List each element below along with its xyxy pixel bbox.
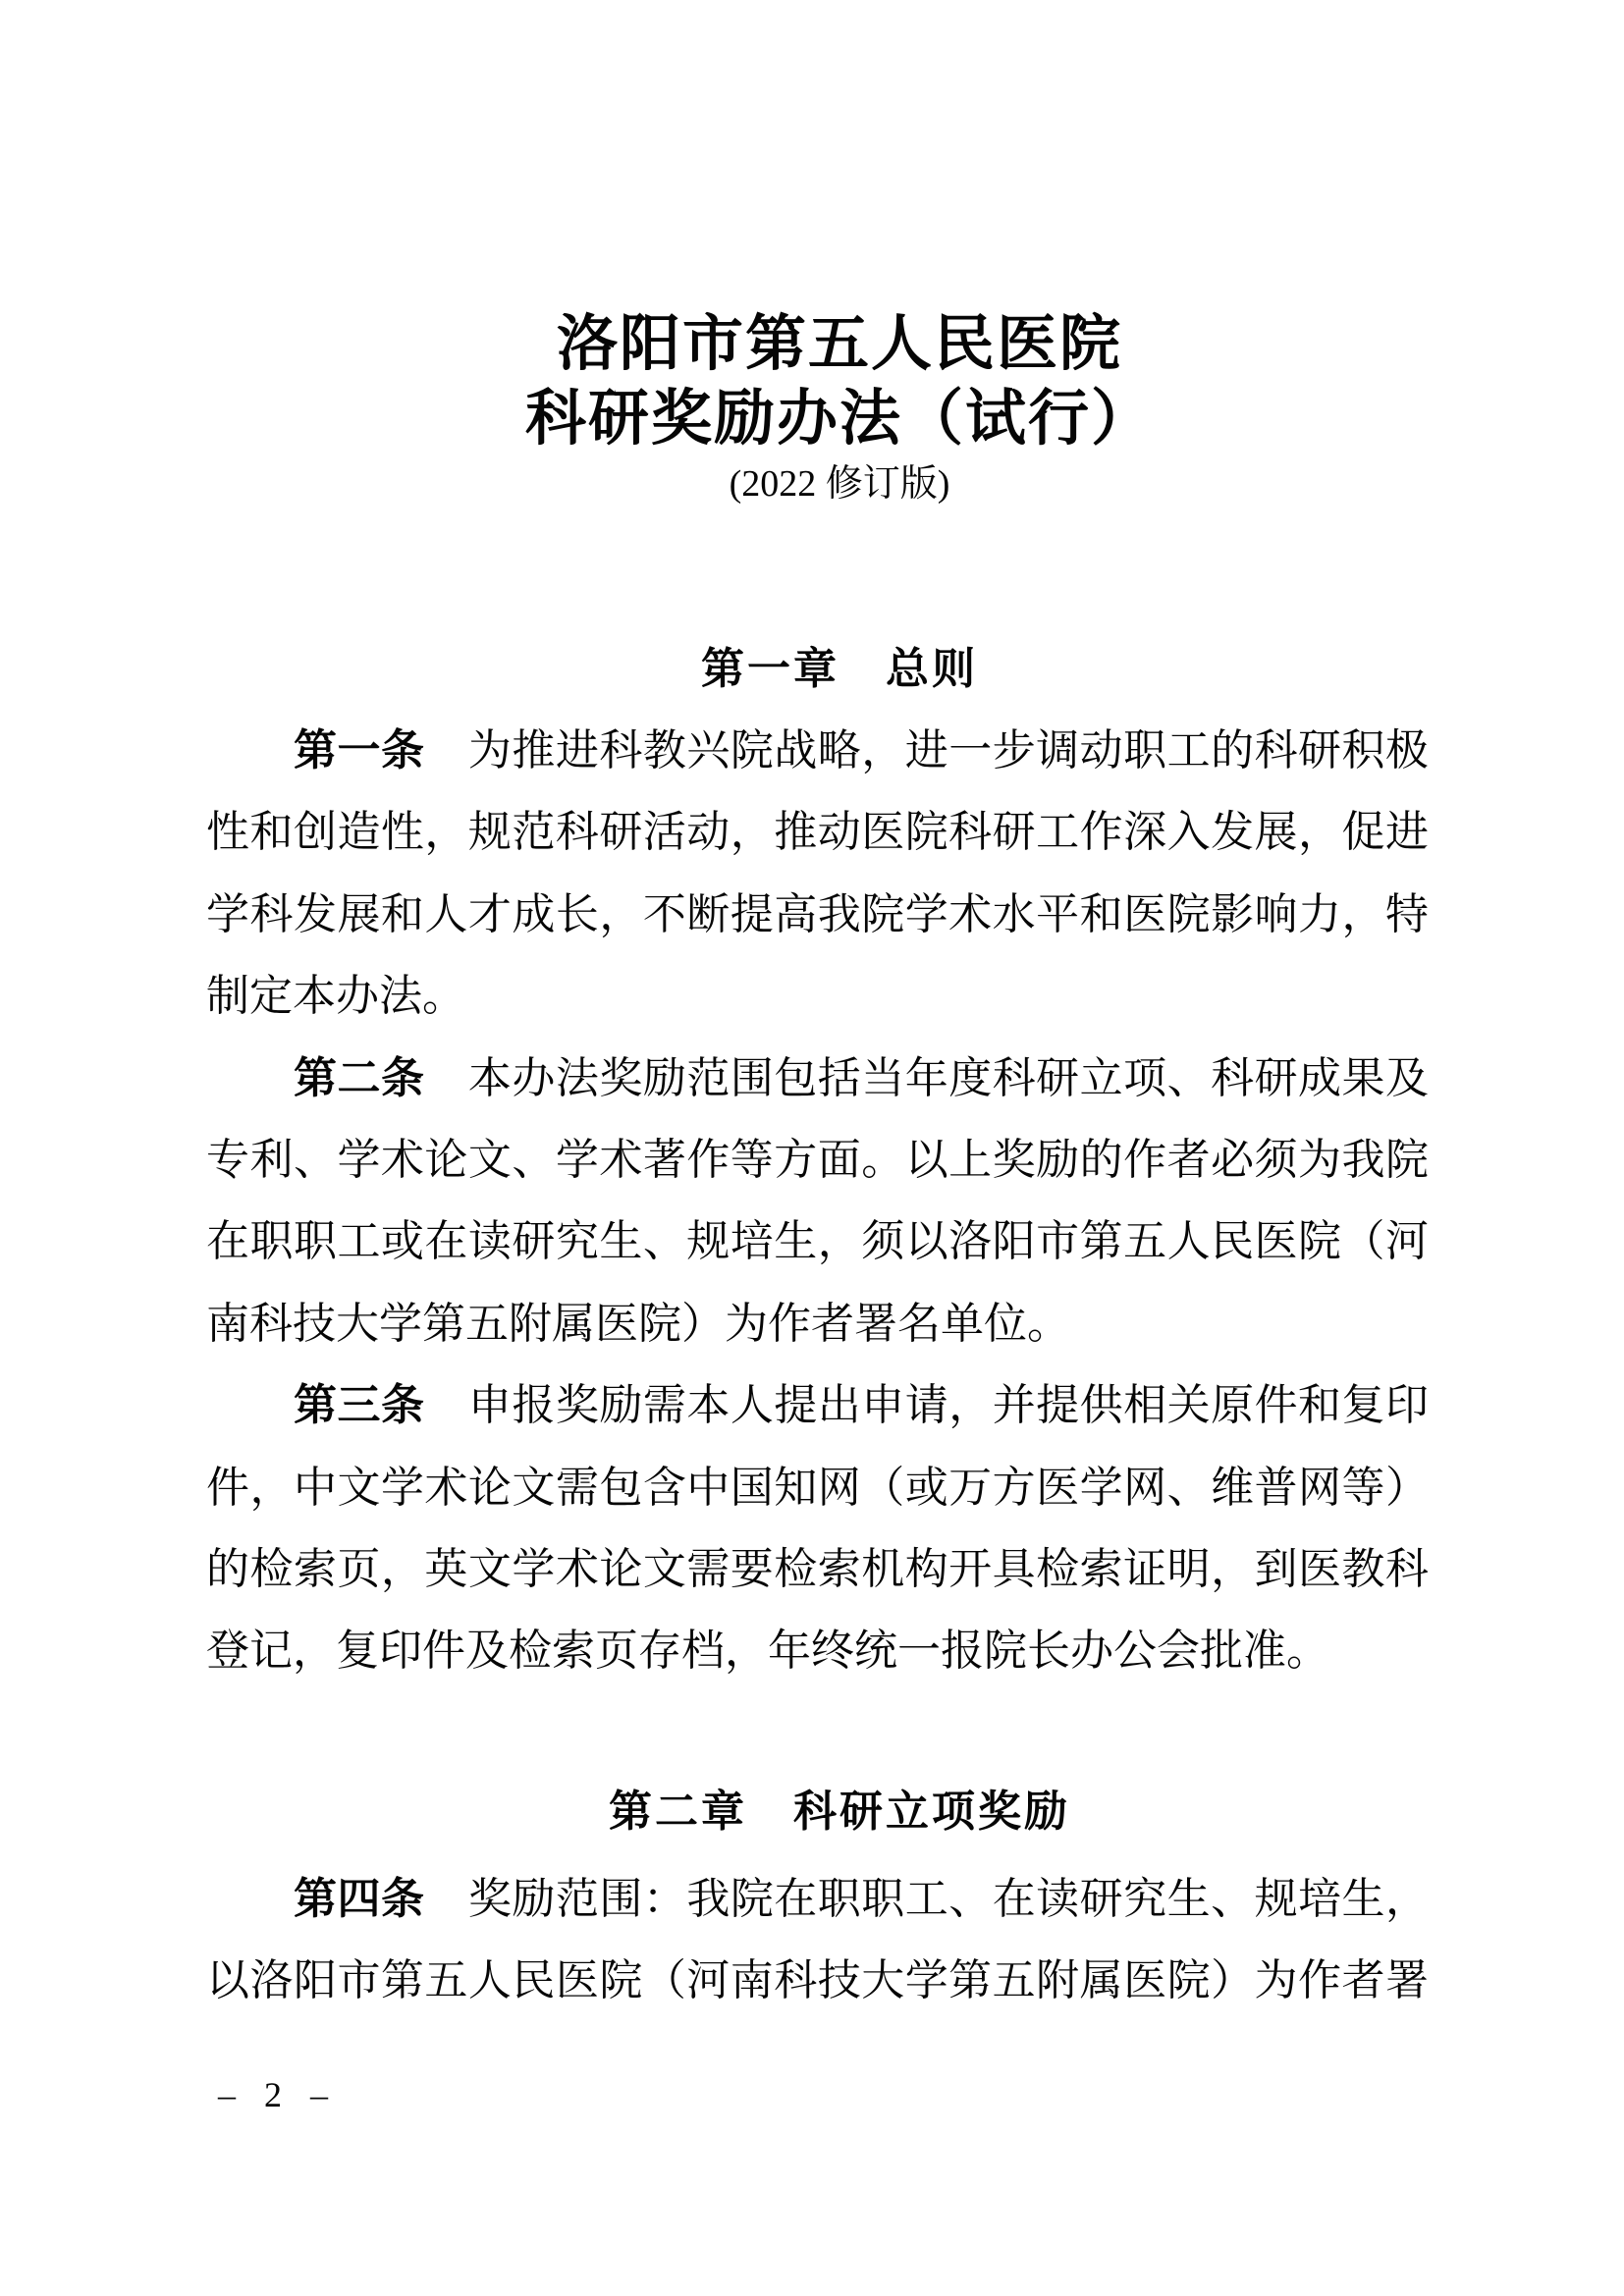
article-2-line-1 bbox=[206, 1038, 1429, 1119]
chapter-1-body bbox=[206, 710, 1429, 1692]
line-text: 申报奖励需本人提出申请，并提供相关原件和复印 bbox=[467, 1381, 1430, 1430]
article-1-line-3: 学科发展和人才成长，不断提高我院学术水平和医院影响力，特 bbox=[206, 889, 1429, 938]
article-3-label: 第三条 bbox=[294, 1381, 425, 1430]
chapter-2-body bbox=[206, 1858, 1429, 2022]
article-3-line-4: 登记，复印件及检索页存档，年终统一报院长办公会批准。 bbox=[206, 1627, 1329, 1676]
article-1-line-4: 制定本办法。 bbox=[206, 972, 465, 1021]
article-3-line-3: 的检索页，英文学术论文需要检索机构开具检索证明，到医教科 bbox=[206, 1544, 1429, 1593]
article-3-line-1 bbox=[206, 1364, 1429, 1446]
article-4-label: 第四条 bbox=[294, 1875, 425, 1923]
article-2-label: 第二条 bbox=[294, 1053, 425, 1102]
edition-note: (2022 修订版) bbox=[729, 463, 950, 505]
article-3-line-2: 件，中文学术论文需包含中国知网（或万方医学网、维普网等） bbox=[206, 1463, 1429, 1512]
article-1-line-2: 性和创造性，规范科研活动，推动医院科研工作深入发展，促进 bbox=[206, 808, 1429, 857]
article-2-line-2: 专利、学术论文、学术著作等方面。以上奖励的作者必须为我院 bbox=[206, 1135, 1429, 1184]
article-4-line-2: 以洛阳市第五人民医院（河南科技大学第五附属医院）为作者署 bbox=[206, 1956, 1429, 2005]
title-line-1: 洛阳市第五人民医院 bbox=[556, 311, 1122, 378]
label-gap bbox=[424, 1912, 467, 1913]
chapter-1-heading: 第一章 总则 bbox=[701, 645, 978, 693]
document-title bbox=[206, 307, 1473, 456]
label-gap bbox=[424, 1092, 467, 1093]
label-gap bbox=[424, 764, 467, 765]
page-number: – 2 – bbox=[218, 2075, 338, 2114]
line-text: 本办法奖励范围包括当年度科研立项、科研成果及 bbox=[467, 1053, 1430, 1102]
line-text: 为推进科教兴院战略，进一步调动职工的科研积极 bbox=[467, 726, 1430, 774]
title-line-2: 科研奖励办法（试行） bbox=[524, 386, 1154, 453]
article-1-label: 第一条 bbox=[294, 726, 425, 774]
line-text: 奖励范围：我院在职职工、在读研究生、规培生， bbox=[467, 1875, 1430, 1923]
article-2-line-4: 南科技大学第五附属医院）为作者署名单位。 bbox=[206, 1299, 1070, 1348]
chapter-2-heading: 第二章 科研立项奖励 bbox=[609, 1788, 1070, 1836]
article-2-line-3: 在职职工或在读研究生、规培生，须以洛阳市第五人民医院（河 bbox=[206, 1217, 1429, 1266]
article-4-line-1 bbox=[206, 1858, 1429, 1940]
label-gap bbox=[424, 1418, 467, 1419]
article-1-line-1 bbox=[206, 710, 1429, 791]
